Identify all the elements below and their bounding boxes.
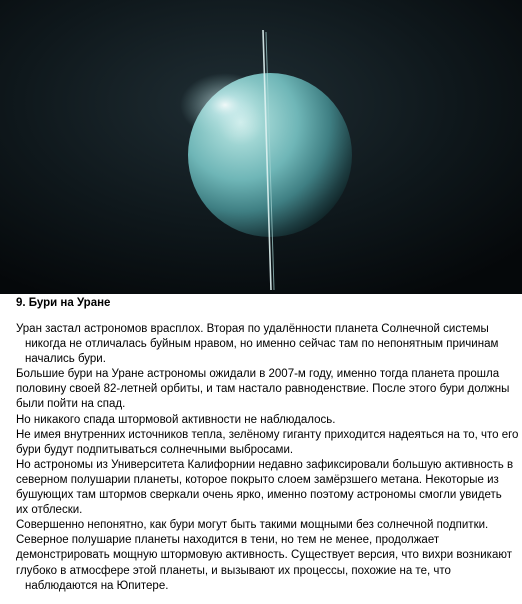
article-line: Уран застал астрономов врасплох. Вторая по удалённости планета Солнечной системы <box>16 323 489 335</box>
article-line: начались бури. <box>25 353 106 366</box>
article-line: половину своей 82-летней орбиты, и там настало равноденствие. После этого бури должны <box>16 383 510 396</box>
article-line: Совершенно непонятно, как бури могут быть такими мощными без солнечной подпитки. <box>16 519 489 532</box>
article-body <box>16 322 519 594</box>
article-line: северном полушарии планеты, которое покрыто слоем замёрзшего метана. Некоторые из <box>16 473 499 486</box>
article-line: были пойти на спад. <box>16 398 126 411</box>
article-line: Северное полушарие планеты находится в тени, но тем не менее, продолжает <box>16 534 440 547</box>
article-line: Не имея внутренних источников тепла, зелёному гиганту приходится надеяться на то, что его <box>16 428 519 441</box>
article-line: их отблески. <box>16 504 83 517</box>
article-line: бушующих там штормов сверкали очень ярко, именно поэтому астрономы смогли увидеть <box>16 489 502 502</box>
article-line: наблюдаются на Юпитере. <box>25 579 169 592</box>
article-line: Но никакого спада штормовой активности не наблюдалось. <box>16 413 336 426</box>
article-line: Большие бури на Уране астрономы ожидали в 2007-м году, именно тогда планета прошла <box>16 368 500 381</box>
article-line: глубоко в атмосфере этой планеты, и вызывают их процессы, похожие на те, что <box>16 564 451 577</box>
article-line: Но астрономы из Университета Калифорнии недавно зафиксировали большую активность в <box>16 458 514 471</box>
article-line: бури будут подпитываться солнечными выбросами. <box>16 443 294 456</box>
article-line: демонстрировать мощную штормовую активность. Существует версия, что вихри возникают <box>16 549 512 562</box>
uranus-photo <box>0 0 522 294</box>
sun-glare <box>180 73 270 137</box>
uranus-illustration <box>0 0 522 294</box>
article-line: никогда не отличалась буйным нравом, но именно сейчас там по непонятным причинам <box>25 338 499 351</box>
article-heading: 9. Бури на Уране <box>16 297 111 309</box>
